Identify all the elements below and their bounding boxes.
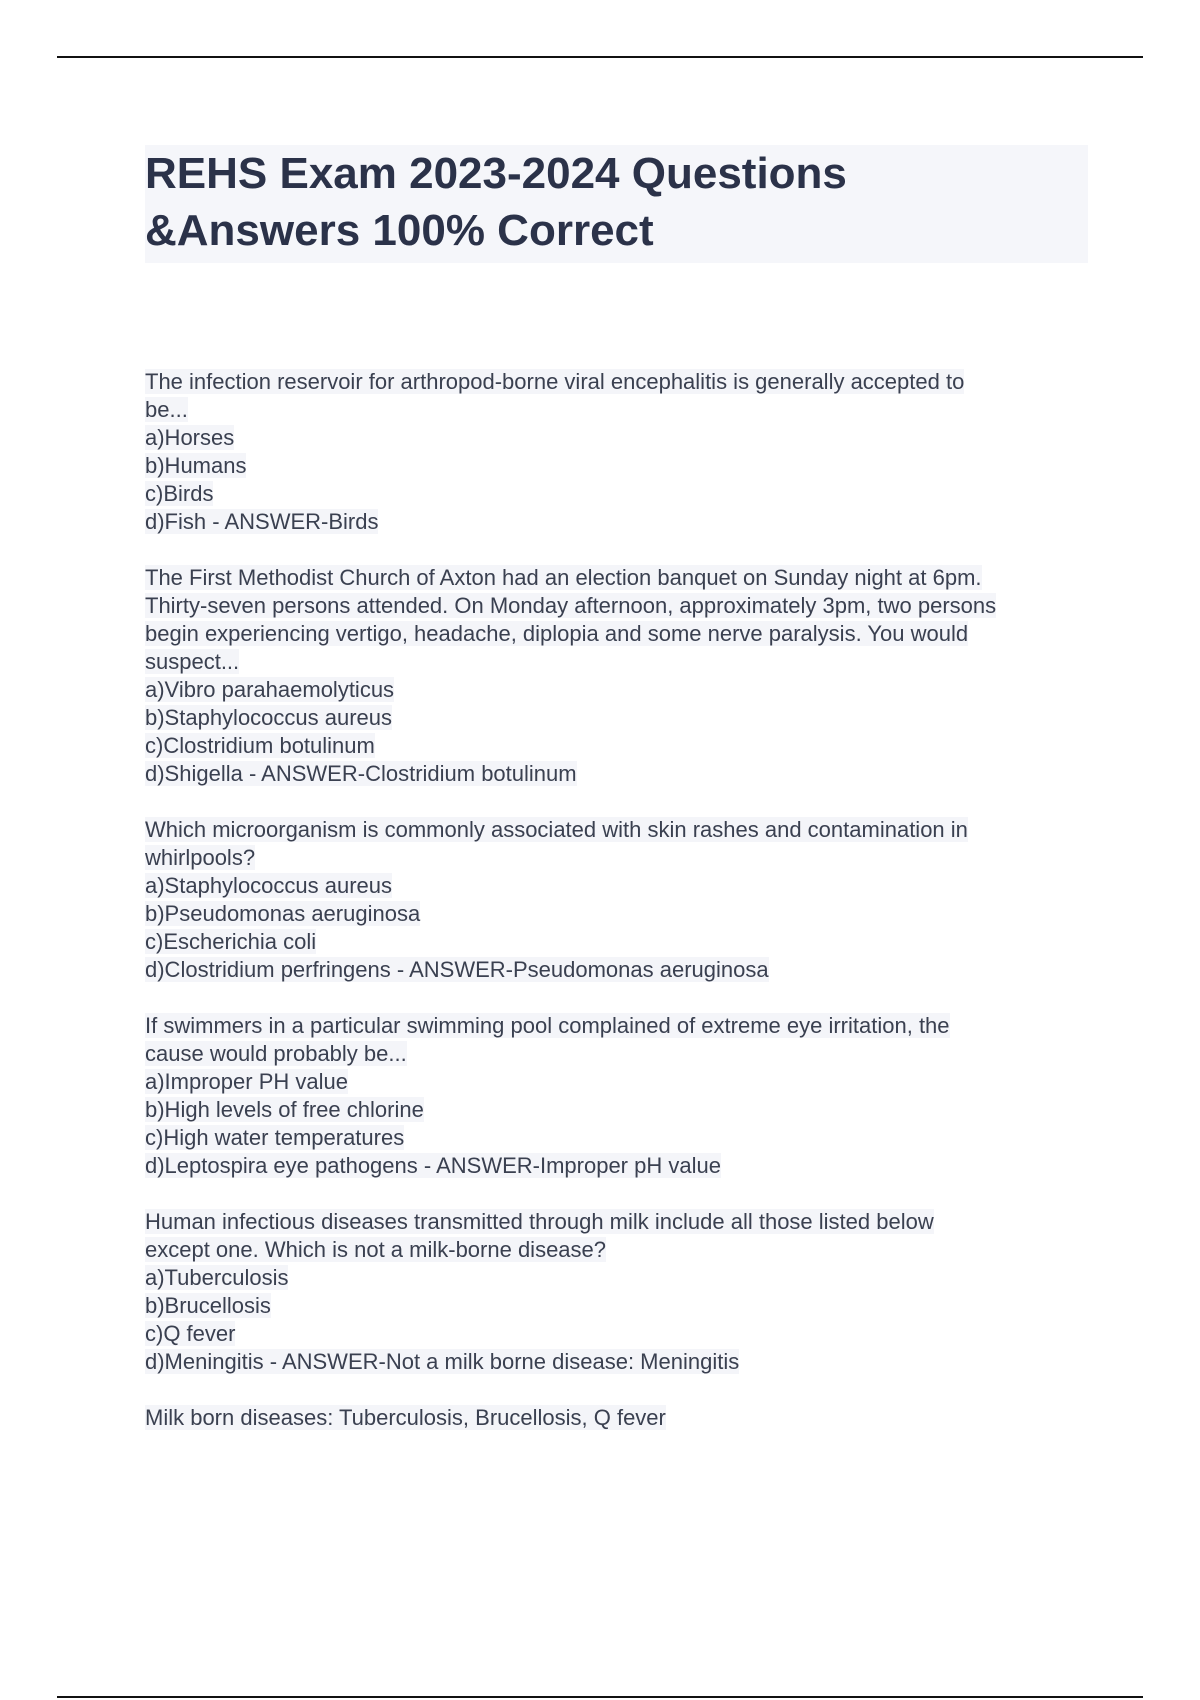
question-item	[145, 1208, 1090, 1376]
question-text: The infection reservoir for arthropod-borne viral encephalitis is generally accepted to	[145, 369, 965, 394]
question-text: Which microorganism is commonly associated with skin rashes and contamination in	[145, 817, 968, 842]
question-text: suspect...	[145, 649, 240, 674]
answer-option-with-answer: d)Meningitis - ANSWER-Not a milk borne disease: Meningitis	[145, 1349, 740, 1374]
question-text: be...	[145, 397, 188, 422]
question-item	[145, 816, 1090, 984]
answer-option-with-answer: d)Leptospira eye pathogens - ANSWER-Improper pH value	[145, 1153, 721, 1178]
question-item	[145, 564, 1090, 788]
title-block	[145, 145, 1088, 263]
answer-option-with-answer: d)Fish - ANSWER-Birds	[145, 509, 379, 534]
answer-option-with-answer: d)Clostridium perfringens - ANSWER-Pseudomonas aeruginosa	[145, 957, 769, 982]
question-text: cause would probably be...	[145, 1041, 407, 1066]
question-text: whirlpools?	[145, 845, 256, 870]
question-text: If swimmers in a particular swimming pool complained of extreme eye irritation, the	[145, 1013, 950, 1038]
milk-diseases-note	[145, 1404, 1090, 1432]
answer-option: a)Horses	[145, 425, 235, 450]
answer-option: a)Staphylococcus aureus	[145, 873, 393, 898]
answer-option: a)Vibro parahaemolyticus	[145, 677, 395, 702]
answer-option: b)Humans	[145, 453, 247, 478]
question-text: begin experiencing vertigo, headache, diplopia and some nerve paralysis. You would	[145, 621, 969, 646]
question-item	[145, 1012, 1090, 1180]
answer-option: b)Pseudomonas aeruginosa	[145, 901, 421, 926]
answer-option: c)High water temperatures	[145, 1125, 405, 1150]
answer-option: b)Staphylococcus aureus	[145, 705, 393, 730]
answer-option: c)Clostridium botulinum	[145, 733, 375, 758]
answer-option: a)Improper PH value	[145, 1069, 348, 1094]
answer-option: c)Escherichia coli	[145, 929, 317, 954]
question-text: except one. Which is not a milk-borne disease?	[145, 1237, 607, 1262]
question-text: The First Methodist Church of Axton had an election banquet on Sunday night at 6pm.	[145, 565, 982, 590]
top-rule	[57, 56, 1143, 58]
answer-option: c)Q fever	[145, 1321, 236, 1346]
bottom-rule	[57, 1696, 1143, 1698]
answer-option: b)High levels of free chlorine	[145, 1097, 424, 1122]
document-title: REHS Exam 2023-2024 Questions &Answers 100% Correct	[145, 149, 847, 255]
question-list	[145, 368, 1090, 1432]
question-text: Thirty-seven persons attended. On Monday afternoon, approximately 3pm, two persons	[145, 593, 997, 618]
answer-option: b)Brucellosis	[145, 1293, 271, 1318]
answer-option: c)Birds	[145, 481, 214, 506]
question-text: Human infectious diseases transmitted through milk include all those listed below	[145, 1209, 934, 1234]
answer-option: a)Tuberculosis	[145, 1265, 289, 1290]
note-text: Milk born diseases: Tuberculosis, Brucellosis, Q fever	[145, 1405, 666, 1430]
answer-option-with-answer: d)Shigella - ANSWER-Clostridium botulinum	[145, 761, 577, 786]
question-item	[145, 368, 1090, 536]
